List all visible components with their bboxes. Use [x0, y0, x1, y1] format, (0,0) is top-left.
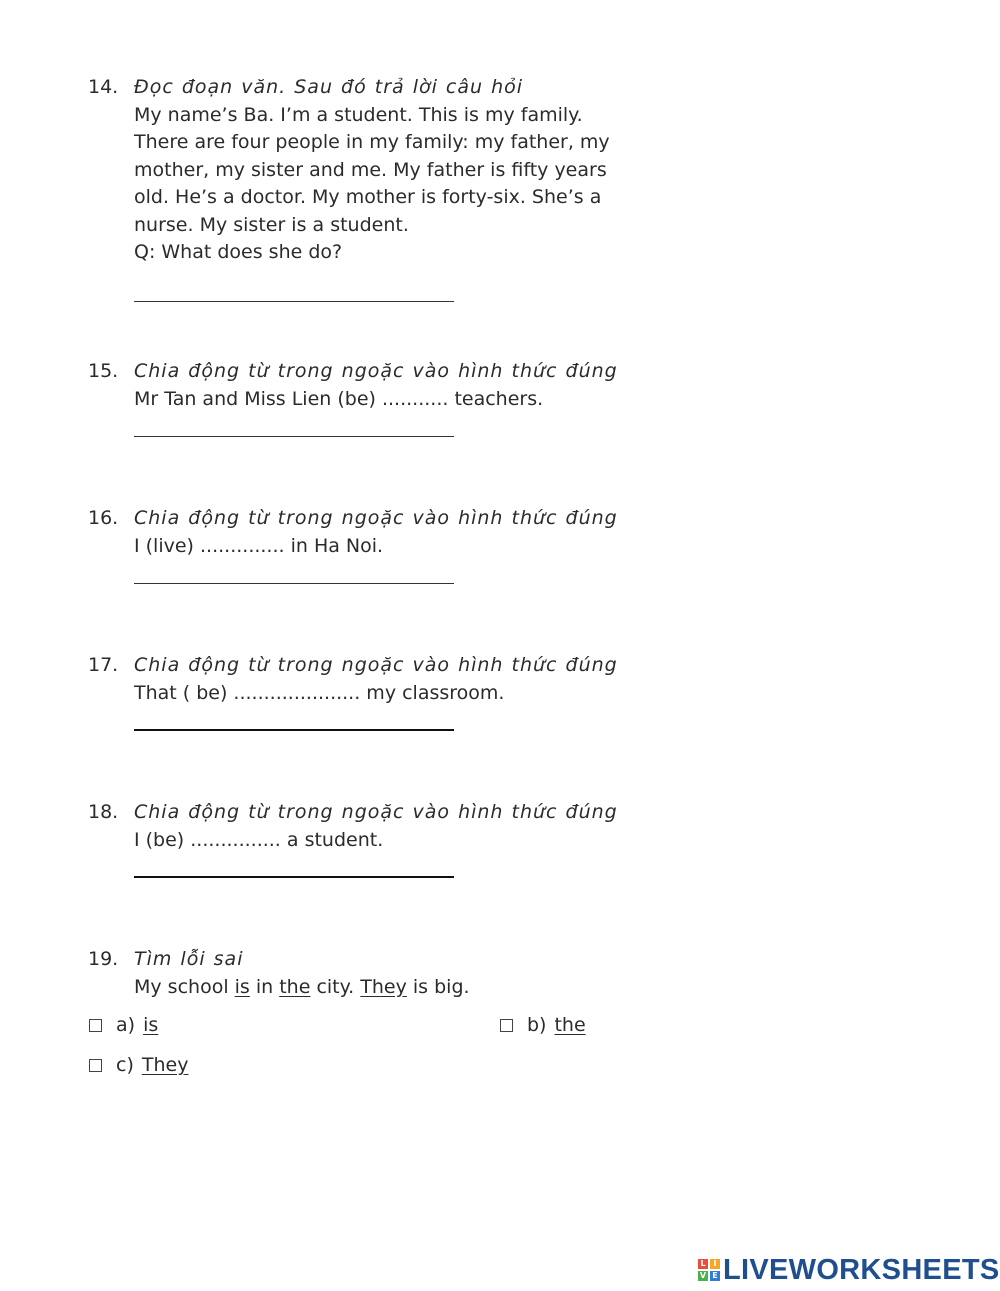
question-text: I (be) ............... a student.	[134, 828, 384, 851]
question-instruction: Đọc đoạn văn. Sau đó trả lời câu hỏi	[134, 76, 524, 98]
logo-mark-icon	[698, 1259, 720, 1281]
question-number: 14.	[88, 76, 119, 98]
underlined-word: is	[234, 975, 250, 998]
question-number: 19.	[88, 948, 119, 970]
question-instruction: Chia động từ trong ngoặc vào hình thức đúng	[134, 654, 618, 676]
question-instruction: Tìm lỗi sai	[134, 948, 244, 970]
question-text: That ( be) ..................... my classroom.	[134, 681, 505, 704]
liveworksheets-logo	[698, 1253, 1000, 1286]
option-text: the	[554, 1014, 586, 1036]
answer-line[interactable]	[134, 876, 454, 878]
question-14	[88, 74, 648, 302]
question-prompt: Q: What does she do?	[134, 241, 343, 263]
passage-line: nurse. My sister is a student.	[134, 213, 409, 236]
option-label: a)	[116, 1014, 136, 1036]
answer-line[interactable]	[134, 583, 454, 584]
question-text: Mr Tan and Miss Lien (be) ........... teachers.	[134, 387, 544, 410]
question-number: 16.	[88, 507, 119, 529]
passage-line: My name’s Ba. I’m a student. This is my family.	[134, 103, 583, 126]
logo-text: LIVEWORKSHEETS	[723, 1253, 1000, 1286]
question-number: 17.	[88, 654, 119, 676]
checkbox[interactable]	[89, 1059, 102, 1072]
underlined-word: They	[360, 975, 407, 998]
option-c[interactable]	[89, 1053, 188, 1077]
question-instruction: Chia động từ trong ngoặc vào hình thức đúng	[134, 360, 618, 382]
sentence-part: city.	[310, 975, 361, 998]
sentence-part: in	[249, 975, 280, 998]
question-18	[88, 799, 648, 878]
sentence-part: is big.	[406, 975, 470, 998]
answer-line[interactable]	[134, 436, 454, 437]
answer-line[interactable]	[134, 729, 454, 731]
option-text: They	[141, 1054, 189, 1076]
question-16	[88, 505, 648, 584]
underlined-word: the	[279, 975, 311, 998]
checkbox[interactable]	[500, 1019, 513, 1032]
question-instruction: Chia động từ trong ngoặc vào hình thức đúng	[134, 801, 618, 823]
option-text: is	[143, 1014, 159, 1036]
question-19	[88, 946, 648, 1001]
logo-letter: I	[710, 1259, 720, 1269]
checkbox[interactable]	[89, 1019, 102, 1032]
question-number: 15.	[88, 360, 119, 382]
question-17	[88, 652, 648, 731]
option-label: b)	[527, 1014, 547, 1036]
passage-line: mother, my sister and me. My father is fifty years	[134, 158, 607, 181]
logo-letter: E	[710, 1271, 720, 1281]
option-b[interactable]	[500, 1013, 586, 1037]
error-sentence	[134, 974, 648, 1002]
sentence-part: My school	[134, 975, 235, 998]
question-15	[88, 358, 648, 437]
answer-line[interactable]	[134, 301, 454, 302]
option-label: c)	[116, 1054, 134, 1076]
passage-line: old. He’s a doctor. My mother is forty-six. She’s a	[134, 186, 602, 208]
passage-line: There are four people in my family: my father, my	[134, 131, 610, 153]
logo-letter: L	[698, 1259, 708, 1269]
option-a[interactable]	[89, 1013, 158, 1037]
question-number: 18.	[88, 801, 119, 823]
question-instruction: Chia động từ trong ngoặc vào hình thức đúng	[134, 507, 618, 529]
question-text: I (live) .............. in Ha Noi.	[134, 534, 384, 557]
logo-letter: V	[699, 1271, 707, 1280]
